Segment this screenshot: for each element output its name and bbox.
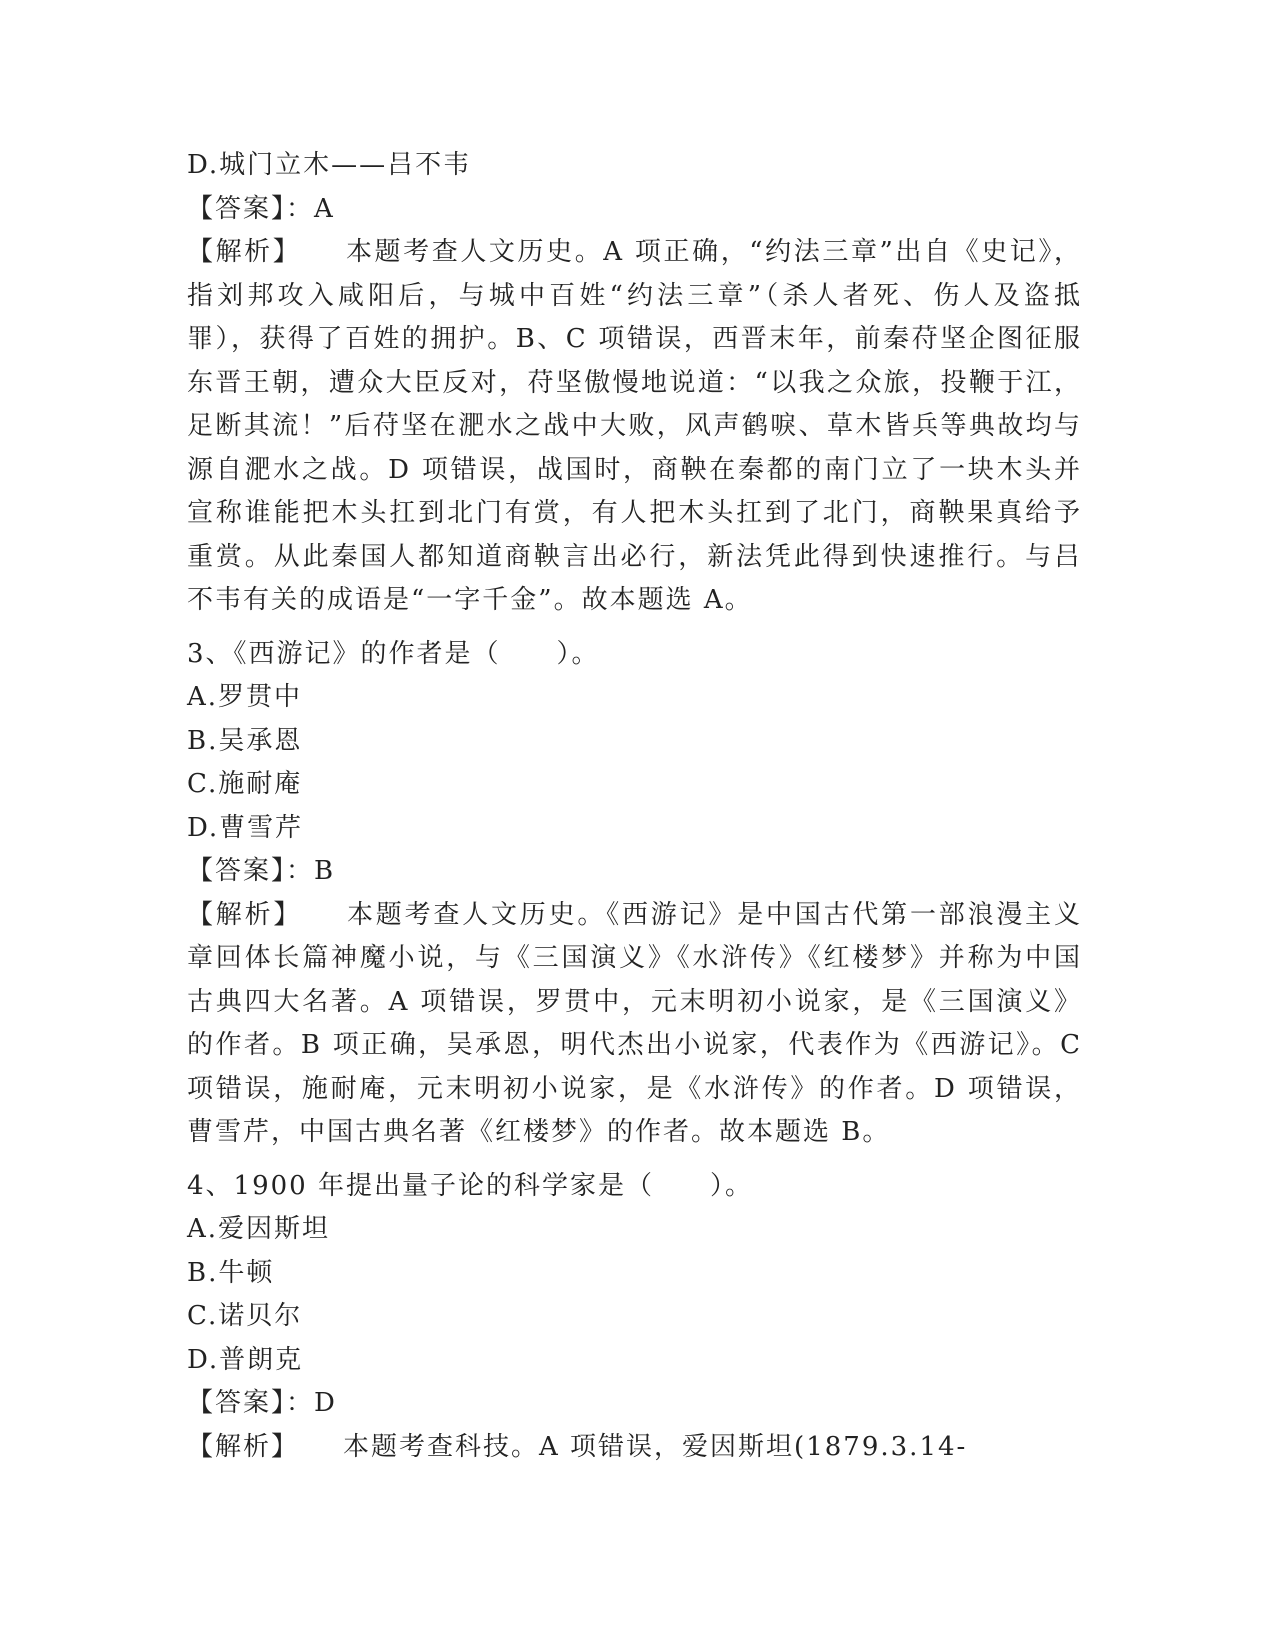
q2-answer: 【答案】：A — [187, 193, 335, 224]
q4-option-c: C.诺贝尔 — [187, 1301, 303, 1331]
q3-option-b: B.吴承恩 — [187, 725, 303, 756]
q4-answer: 【答案】：D — [187, 1388, 337, 1418]
q4-option-a: A.爱因斯坦 — [187, 1214, 331, 1244]
q3-answer: 【答案】：B — [187, 856, 336, 886]
q4-analysis-label: 【解析】 — [187, 1431, 300, 1462]
q2-option-d: D.城门立木——吕不韦 — [187, 150, 472, 180]
q4-analysis-text: 本题考查科技。A 项错误，爱因斯坦(1879.3.14- — [343, 1431, 968, 1462]
q3-analysis-text: 本题考查人文历史。《西游记》是中国古代第一部浪漫主义章回体长篇神魔小说，与《三国演义》《水浒传》《红楼梦》并称为中国古典四大名著。A 项错误，罗贯中，元末明初小说家，是《三国演义》的作者。B 项正确，吴承恩，明代杰出小说家，代表作为《西游记》。C 项错误，施耐庵，元末明初小说家，是《水浒传》的作者。D 项错误，曹雪芹，中国古典名著《红楼梦》的作者。故本题选 B。 — [187, 899, 1082, 1147]
q2-analysis — [187, 231, 1082, 623]
q4-question: 4、1900 年提出量子论的科学家是（ ）。 — [187, 1170, 753, 1201]
q3-analysis-label: 【解析】 — [187, 899, 303, 930]
q3-question: 3、《西游记》的作者是（ ）。 — [187, 638, 600, 669]
q3-option-a: A.罗贯中 — [187, 682, 303, 712]
q4-analysis — [187, 1426, 1082, 1470]
q3-option-d: D.曹雪芹 — [187, 812, 304, 843]
q3-option-c: C.施耐庵 — [187, 769, 303, 799]
q2-analysis-label: 【解析】 — [187, 237, 302, 267]
document-content — [187, 144, 1082, 1469]
q4-option-d: D.普朗克 — [187, 1344, 304, 1375]
q3-analysis — [187, 894, 1082, 1155]
q4-option-b: B.牛顿 — [187, 1257, 275, 1288]
q2-analysis-text: 本题考查人文历史。A 项正确，“约法三章”出自《史记》，指刘邦攻入咸阳后，与城中百姓“约法三章”（杀人者死、伤人及盗抵罪），获得了百姓的拥护。B、C 项错误，西晋末年，前秦苻坚企图征服东晋王朝，遭众大臣反对，苻坚傲慢地说道：“以我之众旅，投鞭于江，足断其流！”后苻坚在淝水之战中大败，风声鹤唳、草木皆兵等典故均与源自淝水之战。D 项错误，战国时，商鞅在秦都的南门立了一块木头并宣称谁能把木头扛到北门有赏，有人把木头扛到了北门，商鞅果真给予重赏。从此秦国人都知道商鞅言出必行，新法凭此得到快速推行。与吕不韦有关的成语是“一字千金”。故本题选 A。 — [187, 237, 1082, 615]
